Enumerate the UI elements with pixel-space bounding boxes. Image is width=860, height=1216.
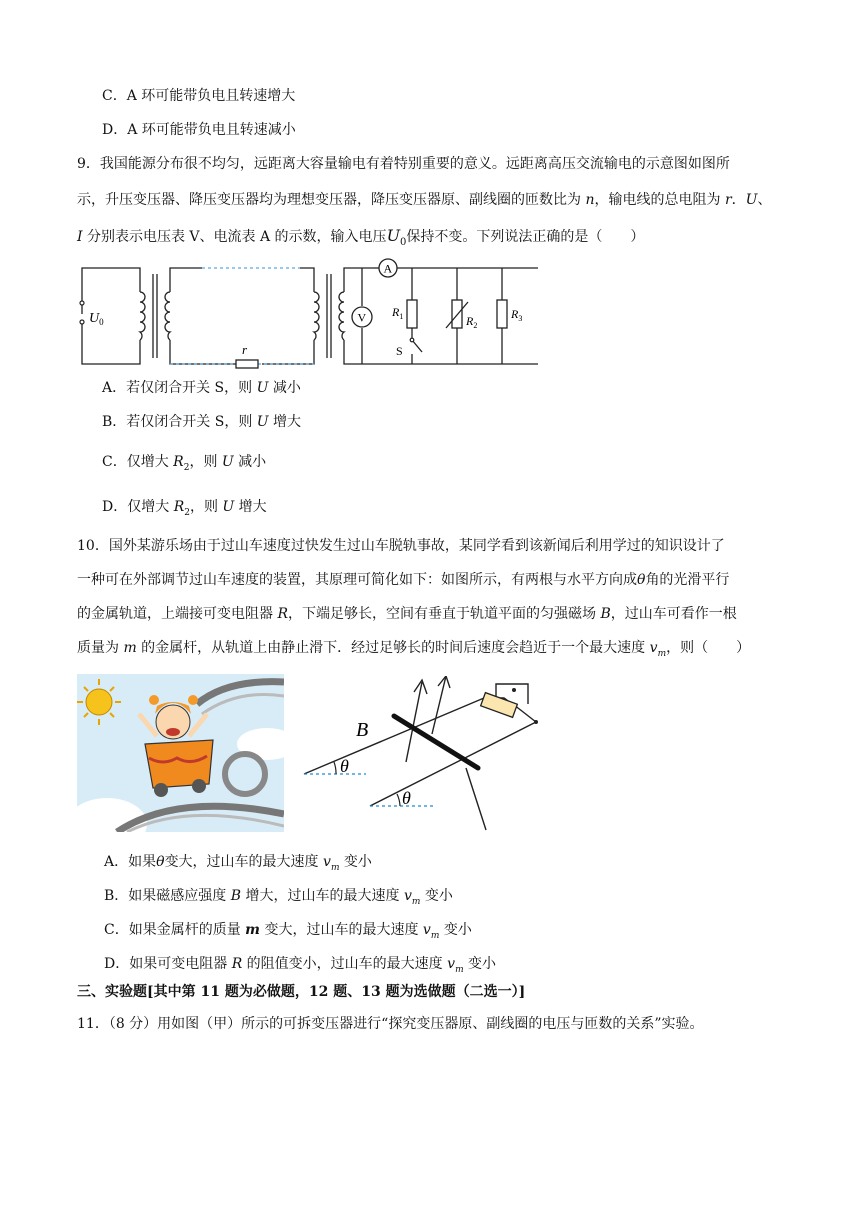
q9-option-c: C．仅增大 $R_2$，则 U 减小 [102,454,267,473]
q9-option-b: B．若仅闭合开关 S，则 U 增大 [102,414,302,430]
r3-label: $R_3$ [511,307,523,323]
u0-label: $U_0$ [89,311,104,327]
r2-label: $R_2$ [466,314,478,330]
svg-text:V: V [357,310,367,325]
section-heading: 三、实验题[其中第 11 题为必做题，12 题、13 题为选做题（二选一）] [77,984,526,1000]
svg-text:A: A [383,261,393,276]
q8-option-d: D．A 环可能带负电且转速减小 [102,122,296,138]
q10-stem-line-1: 10．国外某游乐场由于过山车速度过快发生过山车脱轨事故，某同学看到该新闻后利用学过的知识设计了 [77,538,725,554]
roller-coaster-illustration [77,674,284,832]
theta-label-upper: θ [340,756,349,776]
switch-label: S [396,344,403,358]
q9-stem-line-2: 示，升压变压器、降压变压器均为理想变压器，降压变压器原、副线圈的匝数比为 n，输电线的总电阻为 r．U、 [77,192,772,208]
inclined-rails-diagram [296,676,550,832]
q11-stem: 11．（8 分）用如图（甲）所示的可拆变压器进行“探究变压器原、副线圈的电压与匝数的关系”实验。 [77,1016,704,1032]
b-field-label: B [356,719,369,741]
q10-stem-line-3: 的金属轨道，上端接可变电阻器 R，下端足够长，空间有垂直于轨道平面的匀强磁场 B，过山车可看作一根 [77,606,737,622]
q10-option-a: A．如果θ变大，过山车的最大速度 $v_m$ 变小 [104,854,372,873]
q9-stem-line-3: I 分别表示电压表 V、电流表 A 的示数，输入电压$U_0$保持不变。下列说法正确的是（ ） [77,226,645,248]
q10-stem-line-2: 一种可在外部调节过山车速度的装置，其原理可简化如下：如图所示，有两根与水平方向成θ角的光滑平行 [77,572,730,588]
q10-option-c: C．如果金属杆的质量 m 变大，过山车的最大速度 $v_m$ 变小 [104,922,472,941]
q9-option-a: A．若仅闭合开关 S，则 U 减小 [102,380,301,396]
line-resistor-label: r [242,342,248,357]
q10-option-d: D．如果可变电阻器 R 的阻值变小，过山车的最大速度 $v_m$ 变小 [104,956,497,975]
theta-label-lower: θ [402,788,411,808]
q9-option-d: D．仅增大 $R_2$，则 U 增大 [102,499,267,518]
q10-option-b: B．如果磁感应强度 B 增大，过山车的最大速度 $v_m$ 变小 [104,888,453,907]
q9-stem-line-1: 9．我国能源分布很不均匀，远距离大容量输电有着特别重要的意义。远距离高压交流输电的示意图如图所 [77,156,730,172]
variable-resistor [481,693,518,718]
q8-option-c: C．A 环可能带负电且转速增大 [102,88,296,104]
transmission-circuit-diagram [74,256,544,372]
line-resistor-r [236,360,258,368]
r1-label: $R_1$ [392,305,404,321]
q10-stem-line-4: 质量为 m 的金属杆，从轨道上由静止滑下．经过足够长的时间后速度会趋近于一个最大速度 $v_m$，则（ ） [77,640,751,659]
